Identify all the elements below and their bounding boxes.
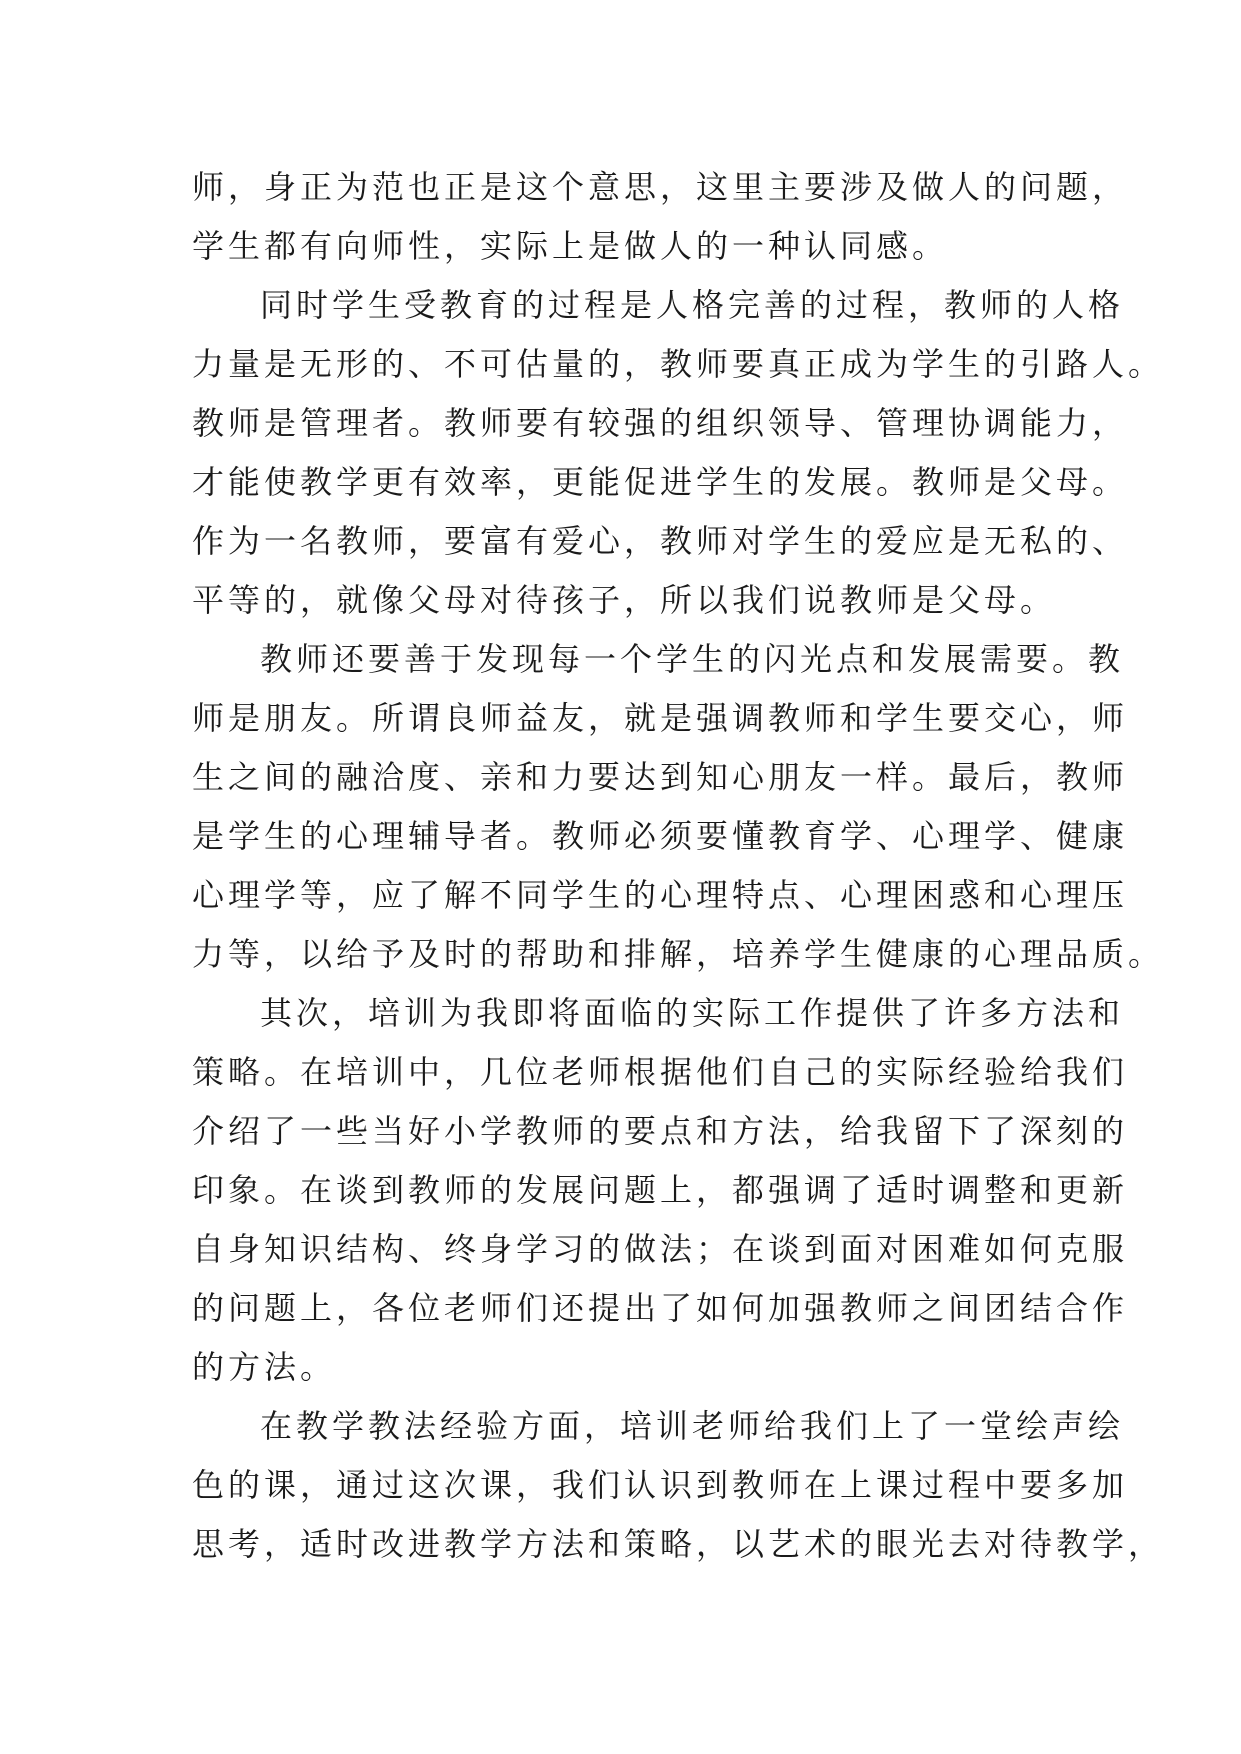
text-line: 才能使教学更有效率，更能促进学生的发展。教师是父母。 <box>192 463 1129 501</box>
text-line: 色的课，通过这次课，我们认识到教师在上课过程中要多加 <box>192 1466 1129 1504</box>
text-line: 生之间的融洽度、亲和力要达到知心朋友一样。最后，教师 <box>192 758 1129 796</box>
text-line: 印象。在谈到教师的发展问题上，都强调了适时调整和更新 <box>192 1171 1129 1209</box>
text-line: 心理学等，应了解不同学生的心理特点、心理困惑和心理压 <box>192 876 1129 914</box>
text-line: 力量是无形的、不可估量的，教师要真正成为学生的引路人。 <box>192 345 1165 383</box>
text-line: 的问题上，各位老师们还提出了如何加强教师之间团结合作 <box>192 1289 1129 1327</box>
text-line: 自身知识结构、终身学习的做法；在谈到面对困难如何克服 <box>192 1230 1129 1268</box>
text-line: 作为一名教师，要富有爱心，教师对学生的爱应是无私的、 <box>192 522 1129 560</box>
text-line: 学生都有向师性，实际上是做人的一种认同感。 <box>192 227 949 265</box>
text-line: 介绍了一些当好小学教师的要点和方法，给我留下了深刻的 <box>192 1112 1129 1150</box>
paragraph-first-line: 教师还要善于发现每一个学生的闪光点和发展需要。教 <box>260 640 1125 678</box>
document-body <box>192 158 1165 1574</box>
text-line: 的方法。 <box>192 1348 337 1386</box>
text-line: 师，身正为范也正是这个意思，这里主要涉及做人的问题， <box>192 168 1129 206</box>
text-line: 策略。在培训中，几位老师根据他们自己的实际经验给我们 <box>192 1053 1129 1091</box>
text-line: 平等的，就像父母对待孩子，所以我们说教师是父母。 <box>192 581 1057 619</box>
text-line: 力等，以给予及时的帮助和排解，培养学生健康的心理品质。 <box>192 935 1165 973</box>
paragraph-first-line: 同时学生受教育的过程是人格完善的过程，教师的人格 <box>260 286 1125 324</box>
text-line: 教师是管理者。教师要有较强的组织领导、管理协调能力， <box>192 404 1129 442</box>
paragraph-first-line: 在教学教法经验方面，培训老师给我们上了一堂绘声绘 <box>260 1407 1125 1445</box>
text-line: 是学生的心理辅导者。教师必须要懂教育学、心理学、健康 <box>192 817 1129 855</box>
paragraph-first-line: 其次，培训为我即将面临的实际工作提供了许多方法和 <box>260 994 1125 1032</box>
text-line: 师是朋友。所谓良师益友，就是强调教师和学生要交心，师 <box>192 699 1129 737</box>
text-line: 思考，适时改进教学方法和策略，以艺术的眼光去对待教学， <box>192 1525 1165 1563</box>
